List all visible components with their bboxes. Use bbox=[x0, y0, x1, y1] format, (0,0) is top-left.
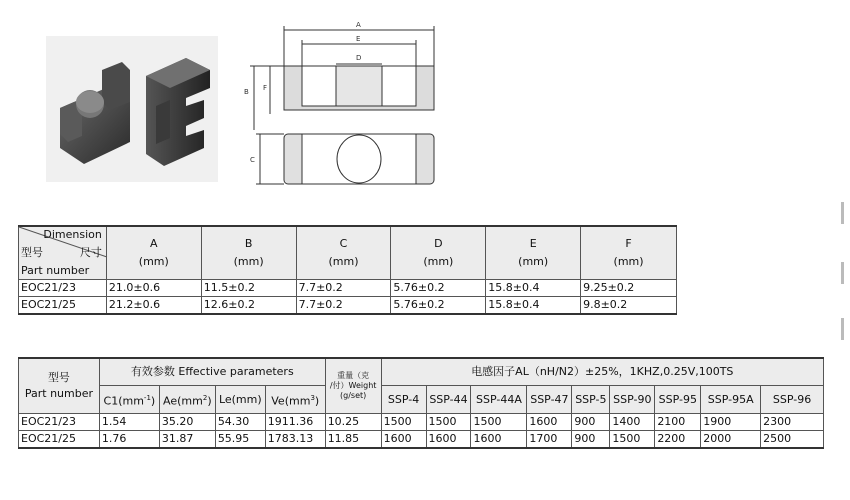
material-header: SSP-96 bbox=[761, 386, 824, 414]
value-cell: 11.5±0.2 bbox=[201, 280, 296, 297]
ae-header: $Ae(mm^2)$ bbox=[159, 386, 215, 414]
value-cell: 5.76±0.2 bbox=[391, 297, 486, 315]
margin-mark bbox=[841, 318, 844, 340]
model-cn: 型号 bbox=[47, 371, 70, 384]
header-size-cn: 尺寸 bbox=[79, 246, 102, 259]
value-cell: 15.8±0.4 bbox=[486, 297, 581, 315]
al-cell: 1500 bbox=[426, 414, 471, 431]
col-unit: (mm) bbox=[328, 255, 359, 268]
ae-cell: 35.20 bbox=[159, 414, 215, 431]
al-cell: 2200 bbox=[655, 431, 701, 449]
col-unit: (mm) bbox=[613, 255, 644, 268]
ae-sup: 2 bbox=[202, 393, 208, 402]
material-header: SSP-95 bbox=[655, 386, 701, 414]
col-unit: (mm) bbox=[233, 255, 264, 268]
material-header: SSP-90 bbox=[610, 386, 655, 414]
al-cell: 1600 bbox=[471, 431, 527, 449]
column-header-f bbox=[581, 226, 677, 280]
column-header-b bbox=[201, 226, 296, 280]
col-letter: B bbox=[244, 237, 253, 250]
ve-header: $Ve(mm^3)$ bbox=[265, 386, 325, 414]
table-row bbox=[19, 297, 677, 315]
al-cell: 1600 bbox=[527, 414, 572, 431]
ve-cell: 1783.13 bbox=[265, 431, 325, 449]
al-cell: 2100 bbox=[655, 414, 701, 431]
ve-sup: 3 bbox=[310, 393, 315, 402]
header-dimension: Dimension bbox=[43, 228, 102, 241]
dim-label-b: B bbox=[244, 88, 249, 96]
al-cell: 1700 bbox=[527, 431, 572, 449]
value-cell: 7.7±0.2 bbox=[296, 280, 391, 297]
material-header: SSP-95A bbox=[701, 386, 761, 414]
margin-mark bbox=[841, 202, 844, 224]
material-header: SSP-44A bbox=[471, 386, 527, 414]
value-cell: 12.6±0.2 bbox=[201, 297, 296, 315]
part-number-cell: EOC21/25 bbox=[19, 297, 107, 315]
ae-label: Ae(mm bbox=[163, 394, 203, 408]
ve-cell: 1911.36 bbox=[265, 414, 325, 431]
column-header-c bbox=[296, 226, 391, 280]
table-row bbox=[19, 431, 824, 449]
col-letter: F bbox=[625, 237, 632, 250]
al-cell: 1500 bbox=[610, 431, 655, 449]
column-header-e bbox=[486, 226, 581, 280]
al-cell: 900 bbox=[572, 414, 610, 431]
part-number-cell: EOC21/23 bbox=[19, 414, 100, 431]
dim-label-d: D bbox=[356, 54, 362, 62]
al-cell: 1500 bbox=[471, 414, 527, 431]
core-outline-drawing bbox=[244, 18, 450, 190]
al-cell: 1600 bbox=[426, 431, 471, 449]
c1-cell: 1.54 bbox=[99, 414, 159, 431]
value-cell: 9.25±0.2 bbox=[581, 280, 677, 297]
parameter-table bbox=[18, 357, 824, 449]
al-cell: 900 bbox=[572, 431, 610, 449]
header-part-number: Part number bbox=[21, 264, 90, 277]
c1-cell: 1.76 bbox=[99, 431, 159, 449]
ferrite-core-photo bbox=[46, 36, 218, 182]
c1-header: $C1(mm^{-1})$ bbox=[99, 386, 159, 414]
weight-cell: 11.85 bbox=[325, 431, 381, 449]
value-cell: 15.8±0.4 bbox=[486, 280, 581, 297]
value-cell: 5.76±0.2 bbox=[391, 280, 486, 297]
col-unit: (mm) bbox=[518, 255, 549, 268]
col-letter: C bbox=[339, 237, 348, 250]
al-cell: 2000 bbox=[701, 431, 761, 449]
part-number-cell: EOC21/23 bbox=[19, 280, 107, 297]
al-cell: 1500 bbox=[381, 414, 426, 431]
col-letter: A bbox=[150, 237, 158, 250]
material-header: SSP-4 bbox=[381, 386, 426, 414]
col-letter: D bbox=[434, 237, 443, 250]
le-header: Le(mm) bbox=[215, 386, 265, 414]
weight-line: 重量（克 bbox=[337, 371, 370, 380]
dim-label-c: C bbox=[250, 156, 255, 164]
weight-header bbox=[325, 358, 381, 414]
al-cell: 2500 bbox=[761, 431, 824, 449]
material-header: SSP-47 bbox=[527, 386, 572, 414]
table-row bbox=[19, 280, 677, 297]
al-header: 电感因子AL（nH/N2）±25%，1KHZ,0.25V,100TS bbox=[381, 358, 823, 386]
c1-sup: -1 bbox=[143, 393, 151, 402]
table-row bbox=[19, 414, 824, 431]
column-header-d bbox=[391, 226, 486, 280]
le-cell: 55.95 bbox=[215, 431, 265, 449]
value-cell: 9.8±0.2 bbox=[581, 297, 677, 315]
ae-cell: 31.87 bbox=[159, 431, 215, 449]
weight-cell: 10.25 bbox=[325, 414, 381, 431]
value-cell: 21.0±0.6 bbox=[106, 280, 201, 297]
dimension-drawing bbox=[244, 18, 450, 190]
product-photo bbox=[46, 36, 218, 182]
col-unit: (mm) bbox=[423, 255, 454, 268]
al-cell: 2300 bbox=[761, 414, 824, 431]
model-header bbox=[19, 358, 100, 414]
dimension-table bbox=[18, 225, 677, 315]
margin-mark bbox=[841, 262, 844, 284]
col-unit: (mm) bbox=[138, 255, 169, 268]
value-cell: 21.2±0.6 bbox=[106, 297, 201, 315]
diagonal-header-cell bbox=[19, 226, 107, 280]
dim-label-e: E bbox=[356, 35, 361, 43]
al-cell: 1600 bbox=[381, 431, 426, 449]
le-cell: 54.30 bbox=[215, 414, 265, 431]
dim-label-f: F bbox=[263, 84, 268, 92]
material-header: SSP-5 bbox=[572, 386, 610, 414]
ve-label: Ve(mm bbox=[271, 394, 311, 408]
c1-label: C1(mm bbox=[103, 394, 144, 408]
material-header: SSP-44 bbox=[426, 386, 471, 414]
part-number-header: Part number bbox=[24, 387, 94, 400]
header-model-cn: 型号 bbox=[21, 246, 43, 259]
effective-parameters-header: 有效参数 Effective parameters bbox=[99, 358, 325, 386]
weight-line: (g/set) bbox=[340, 391, 367, 400]
al-cell: 1400 bbox=[610, 414, 655, 431]
dim-label-a: A bbox=[356, 21, 361, 29]
col-letter: E bbox=[529, 237, 537, 250]
column-header-a bbox=[106, 226, 201, 280]
part-number-cell: EOC21/25 bbox=[19, 431, 100, 449]
weight-line: /付）Weight bbox=[329, 381, 377, 390]
value-cell: 7.7±0.2 bbox=[296, 297, 391, 315]
al-cell: 1900 bbox=[701, 414, 761, 431]
